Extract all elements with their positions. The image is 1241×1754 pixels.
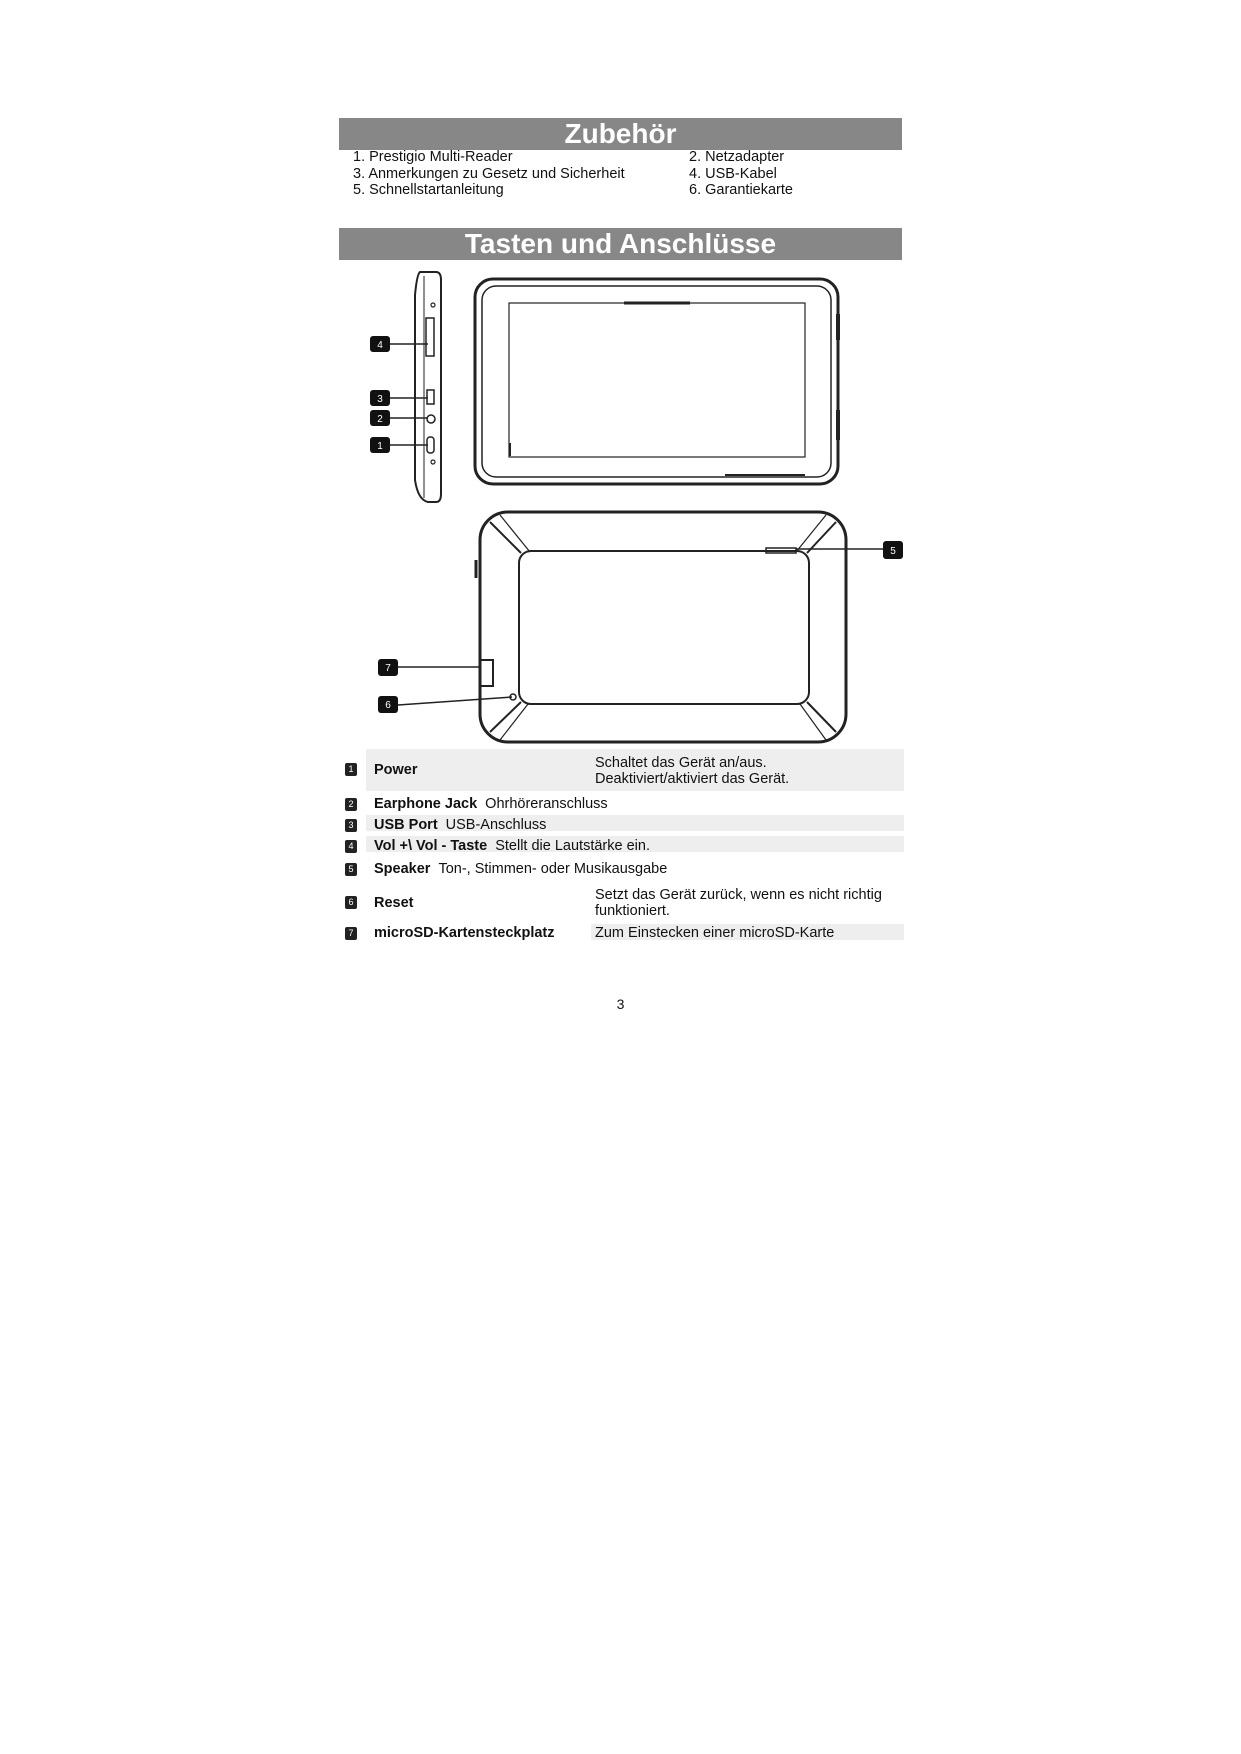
callout-5-marker (883, 541, 903, 559)
row-label: Speaker (374, 861, 431, 877)
accessories-title: Zubehör (339, 118, 902, 150)
row-number: 1 (345, 763, 357, 776)
table-row (345, 861, 905, 879)
power-button-shape (427, 437, 434, 453)
callout-7-marker (378, 659, 398, 676)
table-row (345, 887, 905, 921)
table-row (345, 817, 905, 835)
callout-3-marker (370, 390, 390, 406)
row-label: USB Port (374, 817, 438, 833)
front-view-outline (475, 279, 838, 484)
row-number: 7 (345, 927, 357, 940)
row-number: 2 (345, 798, 357, 811)
callout-6-marker (378, 696, 398, 713)
row-number: 4 (345, 840, 357, 853)
row-label: Earphone Jack (374, 796, 478, 812)
volume-button-shape (426, 318, 434, 356)
row-description: Schaltet das Gerät an/aus. Deaktiviert/aktiviert das Gerät. (595, 755, 790, 787)
row-number: 3 (345, 819, 357, 832)
page-number: 3 (616, 996, 625, 1012)
callout-2-marker (370, 410, 390, 426)
table-row (345, 796, 905, 814)
accessory-item: 2. Netzadapter (689, 149, 785, 165)
callout-1-marker (370, 437, 390, 453)
device-diagram (0, 0, 1241, 760)
row-description: Ohrhöreranschluss (485, 796, 608, 812)
callout-3: 3 (377, 394, 383, 405)
accessory-item: 3. Anmerkungen zu Gesetz und Sicherheit (353, 166, 625, 182)
row-label: Reset (374, 895, 414, 911)
microsd-slot-shape (480, 660, 493, 686)
earphone-jack-shape (427, 415, 435, 423)
callout-1: 1 (377, 441, 383, 452)
row-label: Power (374, 762, 418, 778)
row-description: Zum Einstecken einer microSD-Karte (595, 925, 835, 941)
callout-2: 2 (377, 414, 383, 425)
callout-4-marker (370, 336, 390, 352)
side-view-outline (415, 272, 441, 502)
front-screen (509, 303, 805, 457)
callout-6: 6 (385, 700, 391, 711)
row-description: USB-Anschluss (445, 817, 547, 833)
row-description: Stellt die Lautstärke ein. (495, 838, 650, 854)
callout-4: 4 (377, 340, 383, 351)
row-number: 6 (345, 896, 357, 909)
table-row (345, 755, 905, 789)
back-view-outline (480, 512, 846, 742)
accessory-item: 1. Prestigio Multi-Reader (353, 149, 513, 165)
table-row (345, 925, 905, 943)
row-label: microSD-Kartensteckplatz (374, 925, 555, 941)
usb-port-shape (427, 390, 434, 404)
row-description: Ton-, Stimmen- oder Musikausgabe (438, 861, 668, 877)
row-label: Vol +\ Vol - Taste (374, 838, 488, 854)
ports-title: Tasten und Anschlüsse (339, 228, 902, 260)
callout-5: 5 (890, 546, 896, 557)
table-row (345, 838, 905, 856)
row-number: 5 (345, 863, 357, 876)
accessory-item: 4. USB-Kabel (689, 166, 777, 182)
accessory-item: 5. Schnellstartanleitung (353, 182, 504, 198)
row-description: Setzt das Gerät zurück, wenn es nicht richtig funktioniert. (595, 887, 882, 919)
accessory-item: 6. Garantiekarte (689, 182, 793, 198)
callout-7: 7 (385, 663, 391, 674)
